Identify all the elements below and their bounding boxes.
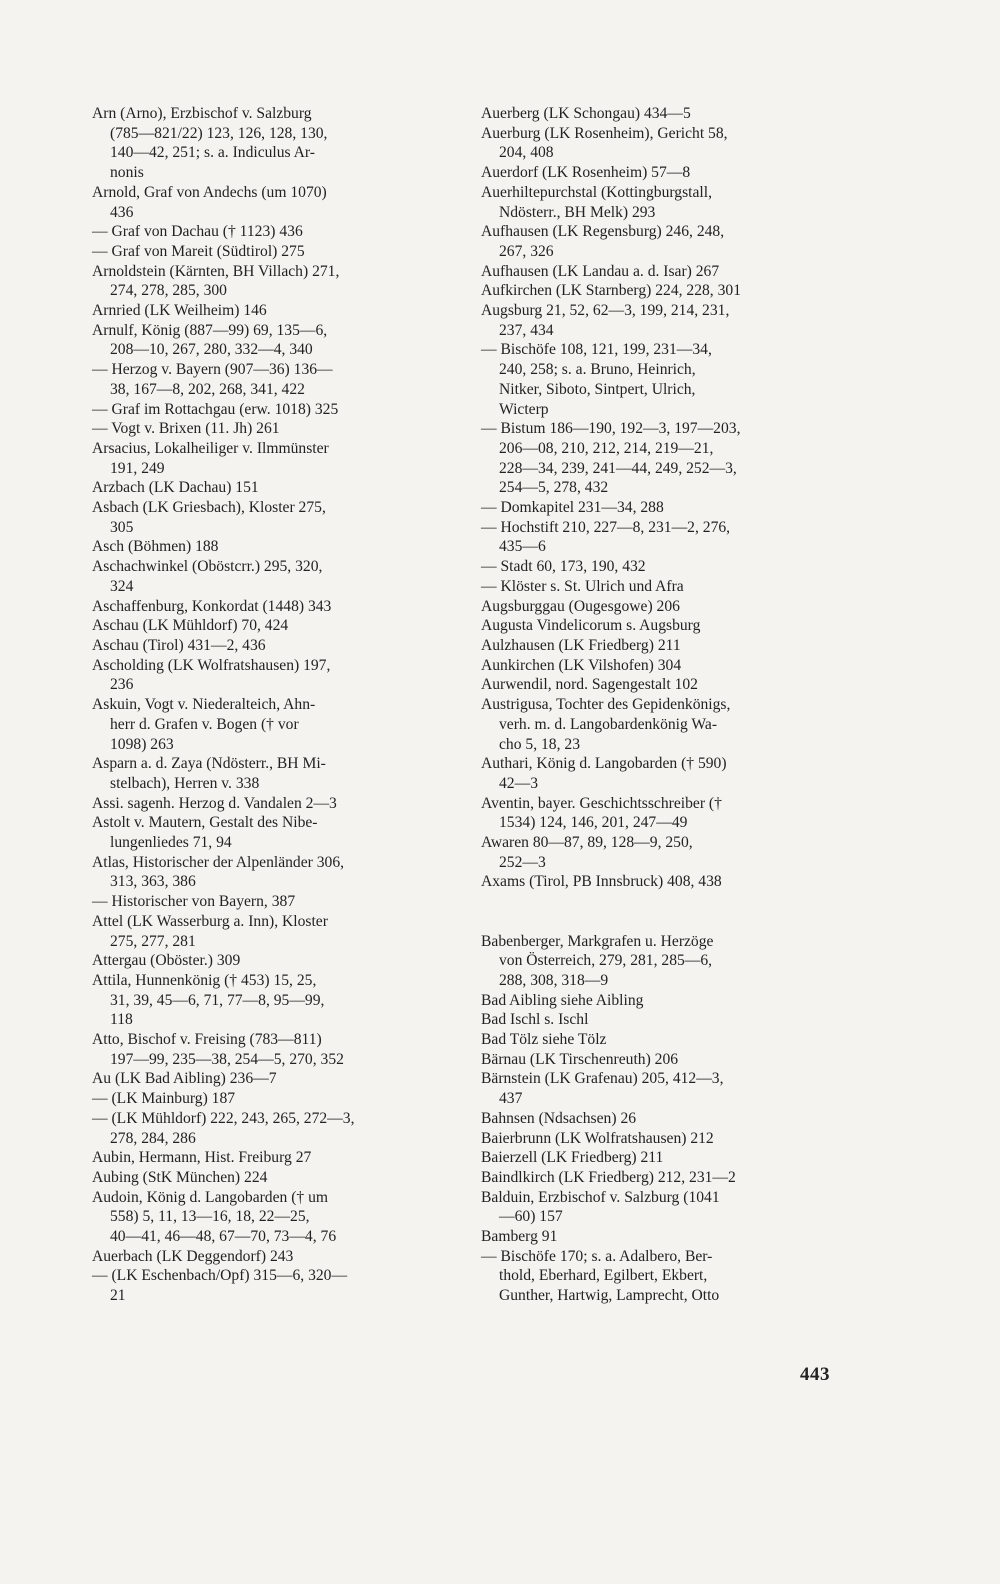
index-entry: [92, 242, 447, 262]
index-entry: [92, 104, 447, 183]
index-entry-line: Bamberg 91: [481, 1228, 558, 1246]
index-entry: [481, 301, 837, 340]
index-entry: [92, 695, 447, 754]
index-entry: [92, 616, 447, 636]
index-entry: [92, 636, 447, 656]
index-entry: [92, 557, 447, 596]
index-entry: [481, 557, 837, 577]
index-entry: [481, 1168, 837, 1188]
index-entry-line: Auerbach (LK Deggendorf) 243: [92, 1247, 294, 1265]
index-entry: [92, 1089, 447, 1109]
index-entry-line: 252—3: [499, 853, 546, 871]
index-entry-line: Attergau (Oböster.) 309: [92, 952, 241, 970]
index-entry: [92, 498, 447, 537]
index-entry: [481, 183, 837, 222]
index-entry: [481, 262, 837, 282]
index-entry: [92, 1030, 447, 1069]
index-entry-line: Augsburg 21, 52, 62—3, 199, 214, 231,: [481, 302, 730, 320]
index-entry-line: Aschau (Tirol) 431—2, 436: [92, 636, 266, 654]
index-entry-line: Auerberg (LK Schongau) 434—5: [481, 105, 691, 122]
index-entry-line: nonis: [110, 164, 144, 182]
index-entry: [481, 518, 837, 557]
index-entry: [92, 262, 447, 301]
index-entry: [481, 419, 837, 498]
index-entry-line: 274, 278, 285, 300: [110, 282, 227, 300]
index-entry-line: 118: [110, 1011, 133, 1029]
index-entry: [481, 1010, 837, 1030]
index-entry: [92, 419, 447, 439]
index-entry-line: Babenberger, Markgrafen u. Herzöge: [481, 932, 714, 950]
index-entry-line: Aurwendil, nord. Sagengestalt 102: [481, 676, 698, 694]
index-entry-line: 204, 408: [499, 144, 554, 162]
index-entry: [481, 656, 837, 676]
index-entry-line: Arnold, Graf von Andechs (um 1070): [92, 183, 327, 201]
index-entry-line: 288, 308, 318—9: [499, 971, 609, 989]
index-entry-line: Auerburg (LK Rosenheim), Gericht 58,: [481, 124, 728, 142]
index-column-right: [481, 104, 837, 1306]
index-entry-line: — Herzog v. Bayern (907—36) 136—: [92, 361, 333, 379]
index-entry-line: Au (LK Bad Aibling) 236—7: [92, 1070, 277, 1088]
index-entry: [481, 124, 837, 163]
index-entry-line: Augusta Vindelicorum s. Augsburg: [481, 617, 701, 635]
index-entry-line: — Bistum 186—190, 192—3, 197—203,: [481, 420, 741, 438]
index-entry-line: 437: [499, 1090, 523, 1108]
index-entry-line: — Graf von Dachau († 1123) 436: [92, 223, 303, 241]
index-entry-line: Aulzhausen (LK Friedberg) 211: [481, 636, 681, 654]
index-entry-line: 324: [110, 577, 134, 595]
index-entry: [481, 1109, 837, 1129]
index-entry: [92, 1168, 447, 1188]
index-entry-line: 21: [110, 1287, 126, 1305]
index-entry-line: Aufhausen (LK Regensburg) 246, 248,: [481, 223, 725, 241]
index-entry-line: Bad Ischl s. Ischl: [481, 1011, 589, 1029]
index-entry-line: Nitker, Siboto, Sintpert, Ulrich,: [499, 380, 696, 398]
index-entry-line: — Stadt 60, 173, 190, 432: [481, 558, 646, 576]
index-entry-line: 313, 363, 386: [110, 873, 196, 891]
index-entry: [92, 183, 447, 222]
index-entry-line: 237, 434: [499, 321, 554, 339]
index-entry-line: Attila, Hunnenkönig († 453) 15, 25,: [92, 971, 317, 989]
index-entry-line: 191, 249: [110, 459, 165, 477]
index-entry-line: Awaren 80—87, 89, 128—9, 250,: [481, 834, 693, 852]
index-entry-line: Axams (Tirol, PB Innsbruck) 408, 438: [481, 873, 722, 891]
index-entry: [481, 616, 837, 636]
index-entry-line: Balduin, Erzbischof v. Salzburg (1041: [481, 1188, 720, 1206]
index-entry-line: Asparn a. d. Zaya (Ndösterr., BH Mi-: [92, 755, 326, 773]
index-entry: [92, 754, 447, 793]
index-entry-line: Asbach (LK Griesbach), Kloster 275,: [92, 499, 326, 517]
index-entry-line: 140—42, 251; s. a. Indiculus Ar-: [110, 144, 315, 162]
index-entry: [481, 872, 837, 892]
index-entry-line: Auerhiltepurchstal (Kottingburgstall,: [481, 183, 712, 201]
index-entry: [481, 991, 837, 1011]
index-entry-line: 208—10, 267, 280, 332—4, 340: [110, 341, 313, 359]
index-entry: [92, 912, 447, 951]
index-entry-line: Aschachwinkel (Oböstcrr.) 295, 320,: [92, 558, 323, 576]
index-entry-line: thold, Eberhard, Egilbert, Ekbert,: [499, 1267, 708, 1285]
index-entry-line: Audoin, König d. Langobarden († um: [92, 1188, 329, 1206]
index-entry-line: stelbach), Herren v. 338: [110, 774, 260, 792]
index-entry-line: Atto, Bischof v. Freising (783—811): [92, 1031, 322, 1049]
index-entry: [481, 340, 837, 419]
index-entry-line: 236: [110, 676, 134, 694]
index-entry-line: 42—3: [499, 774, 538, 792]
index-entry: [481, 754, 837, 793]
index-entry: [92, 1069, 447, 1089]
index-entry: [92, 794, 447, 814]
index-entry: [92, 951, 447, 971]
index-entry-line: Auerdorf (LK Rosenheim) 57—8: [481, 164, 691, 182]
index-entry: [481, 104, 837, 124]
index-entry-line: Arnulf, König (887—99) 69, 135—6,: [92, 321, 328, 339]
index-entry-line: Bärnstein (LK Grafenau) 205, 412—3,: [481, 1070, 724, 1088]
index-entry-line: 40—41, 46—48, 67—70, 73—4, 76: [110, 1228, 337, 1246]
index-entry-line: Arnried (LK Weilheim) 146: [92, 302, 267, 320]
index-entry-line: 206—08, 210, 212, 214, 219—21,: [499, 439, 714, 457]
index-entry-line: Authari, König d. Langobarden († 590): [481, 755, 727, 773]
index-entry: [481, 498, 837, 518]
index-entry-line: Arn (Arno), Erzbischof v. Salzburg: [92, 105, 312, 122]
index-entry-line: — Graf von Mareit (Südtirol) 275: [92, 242, 305, 260]
index-entry-line: von Österreich, 279, 281, 285—6,: [499, 952, 713, 970]
index-entry: [481, 932, 837, 991]
index-entry-line: — Historischer von Bayern, 387: [92, 893, 296, 911]
index-entry-line: Arzbach (LK Dachau) 151: [92, 479, 259, 497]
index-entry-line: 275, 277, 281: [110, 932, 196, 950]
index-entry-line: 1534) 124, 146, 201, 247—49: [499, 814, 688, 832]
index-entry-line: — (LK Mühldorf) 222, 243, 265, 272—3,: [92, 1109, 355, 1127]
index-entry-line: Assi. sagenh. Herzog d. Vandalen 2—3: [92, 794, 337, 812]
index-entry-line: Aubing (StK München) 224: [92, 1168, 268, 1186]
section-gap: [481, 892, 837, 931]
index-entry-line: 197—99, 235—38, 254—5, 270, 352: [110, 1050, 344, 1068]
index-entry-line: Asch (Böhmen) 188: [92, 538, 219, 556]
index-entry-line: Arsacius, Lokalheiliger v. Ilmmünster: [92, 439, 329, 457]
index-entry: [481, 675, 837, 695]
index-entry-line: — Klöster s. St. Ulrich und Afra: [481, 577, 684, 595]
index-entry-line: Aufkirchen (LK Starnberg) 224, 228, 301: [481, 282, 741, 300]
index-entry: [481, 222, 837, 261]
index-entry-line: 435—6: [499, 538, 546, 556]
index-entry-line: Arnoldstein (Kärnten, BH Villach) 271,: [92, 262, 340, 280]
index-entry: [481, 163, 837, 183]
index-entry: [481, 577, 837, 597]
index-entry-line: 31, 39, 45—6, 71, 77—8, 95—99,: [110, 991, 325, 1009]
index-entry-line: — (LK Eschenbach/Opf) 315—6, 320—: [92, 1267, 348, 1285]
index-entry: [92, 971, 447, 1030]
index-entry-line: — Hochstift 210, 227—8, 231—2, 276,: [481, 518, 731, 536]
index-entry-line: — Graf im Rottachgau (erw. 1018) 325: [92, 400, 339, 418]
index-entry-line: Astolt v. Mautern, Gestalt des Nibe-: [92, 814, 318, 832]
index-entry-line: — Domkapitel 231—34, 288: [481, 499, 664, 517]
index-entry: [481, 1227, 837, 1247]
index-entry-line: verh. m. d. Langobardenkönig Wa-: [499, 715, 718, 733]
page-number: 443: [800, 1364, 830, 1385]
index-entry-line: 267, 326: [499, 242, 554, 260]
index-entry-line: Aventin, bayer. Geschichtsschreiber (†: [481, 794, 722, 812]
index-entry-line: Baindlkirch (LK Friedberg) 212, 231—2: [481, 1168, 736, 1186]
index-group-b: [481, 932, 837, 1306]
index-entry: [92, 1266, 447, 1305]
index-entry-line: — Bischöfe 170; s. a. Adalbero, Ber-: [481, 1247, 713, 1265]
index-entry: [92, 813, 447, 852]
index-entry-line: 38, 167—8, 202, 268, 341, 422: [110, 380, 305, 398]
index-entry: [92, 1148, 447, 1168]
index-entry-line: Bad Aibling siehe Aibling: [481, 991, 644, 1009]
index-entry-line: (785—821/22) 123, 126, 128, 130,: [110, 124, 328, 142]
index-entry: [481, 1247, 837, 1306]
index-entry-line: 240, 258; s. a. Bruno, Heinrich,: [499, 361, 696, 379]
index-entry: [92, 1247, 447, 1267]
index-entry-line: 436: [110, 203, 134, 221]
index-entry-line: — Bischöfe 108, 121, 199, 231—34,: [481, 341, 712, 359]
index-entry: [481, 1129, 837, 1149]
index-entry-line: Aschaffenburg, Konkordat (1448) 343: [92, 597, 332, 615]
index-entry-line: — Vogt v. Brixen (11. Jh) 261: [92, 420, 280, 438]
index-entry-line: Baierzell (LK Friedberg) 211: [481, 1149, 664, 1167]
index-entry-line: Aunkirchen (LK Vilshofen) 304: [481, 656, 682, 674]
index-entry-line: 305: [110, 518, 134, 536]
index-entry-line: Baierbrunn (LK Wolfratshausen) 212: [481, 1129, 714, 1147]
index-entry: [92, 478, 447, 498]
index-entry-line: Augsburggau (Ougesgowe) 206: [481, 597, 680, 615]
index-entry-line: 254—5, 278, 432: [499, 479, 609, 497]
index-entry-line: Atlas, Historischer der Alpenländer 306,: [92, 853, 345, 871]
index-entry: [92, 321, 447, 360]
index-entry: [92, 439, 447, 478]
index-entry-line: herr d. Grafen v. Bogen († vor: [110, 715, 299, 733]
index-entry: [92, 400, 447, 420]
index-entry-line: Ndösterr., BH Melk) 293: [499, 203, 656, 221]
index-entry: [92, 656, 447, 695]
index-entry: [92, 1109, 447, 1148]
index-entry-line: 228—34, 239, 241—44, 249, 252—3,: [499, 459, 737, 477]
index-entry: [481, 1030, 837, 1050]
index-entry-line: Attel (LK Wasserburg a. Inn), Kloster: [92, 912, 328, 930]
index-entry: [481, 597, 837, 617]
index-entry-line: 1098) 263: [110, 735, 174, 753]
index-group-a: [481, 104, 837, 892]
index-entry: [92, 853, 447, 892]
index-entry-line: Wicterp: [499, 400, 549, 418]
index-entry: [92, 360, 447, 399]
index-entry: [92, 892, 447, 912]
index-entry-line: Bahnsen (Ndsachsen) 26: [481, 1109, 637, 1127]
index-entry: [481, 636, 837, 656]
index-entry-line: — (LK Mainburg) 187: [92, 1090, 236, 1108]
index-entry-line: Askuin, Vogt v. Niederalteich, Ahn-: [92, 696, 316, 714]
index-entry: [92, 537, 447, 557]
index-entry: [481, 1188, 837, 1227]
index-entry-line: 558) 5, 11, 13—16, 18, 22—25,: [110, 1208, 310, 1226]
index-entry-line: cho 5, 18, 23: [499, 735, 580, 753]
index-entry: [481, 794, 837, 833]
index-entry: [481, 281, 837, 301]
index-entry-line: —60) 157: [499, 1208, 563, 1226]
index-entry: [481, 833, 837, 872]
index-entry-line: Aufhausen (LK Landau a. d. Isar) 267: [481, 262, 720, 280]
index-entry-line: lungenliedes 71, 94: [110, 834, 232, 852]
index-entry-line: Bad Tölz siehe Tölz: [481, 1031, 607, 1049]
index-entry-line: Ascholding (LK Wolfratshausen) 197,: [92, 656, 331, 674]
index-entry-line: 278, 284, 286: [110, 1129, 196, 1147]
index-entry: [481, 1148, 837, 1168]
index-entry-line: Gunther, Hartwig, Lamprecht, Otto: [499, 1287, 720, 1305]
index-entry-line: Aubin, Hermann, Hist. Freiburg 27: [92, 1149, 312, 1167]
index-entry-line: Bärnau (LK Tirschenreuth) 206: [481, 1050, 679, 1068]
index-column-left: [92, 104, 447, 1306]
index-entry: [481, 695, 837, 754]
index-entry: [481, 1069, 837, 1108]
index-entry-line: Aschau (LK Mühldorf) 70, 424: [92, 617, 289, 635]
index-entry: [92, 597, 447, 617]
index-entry: [92, 1188, 447, 1247]
index-entry: [92, 301, 447, 321]
index-entry: [92, 222, 447, 242]
index-entry-line: Austrigusa, Tochter des Gepidenkönigs,: [481, 696, 731, 714]
index-entry: [481, 1050, 837, 1070]
